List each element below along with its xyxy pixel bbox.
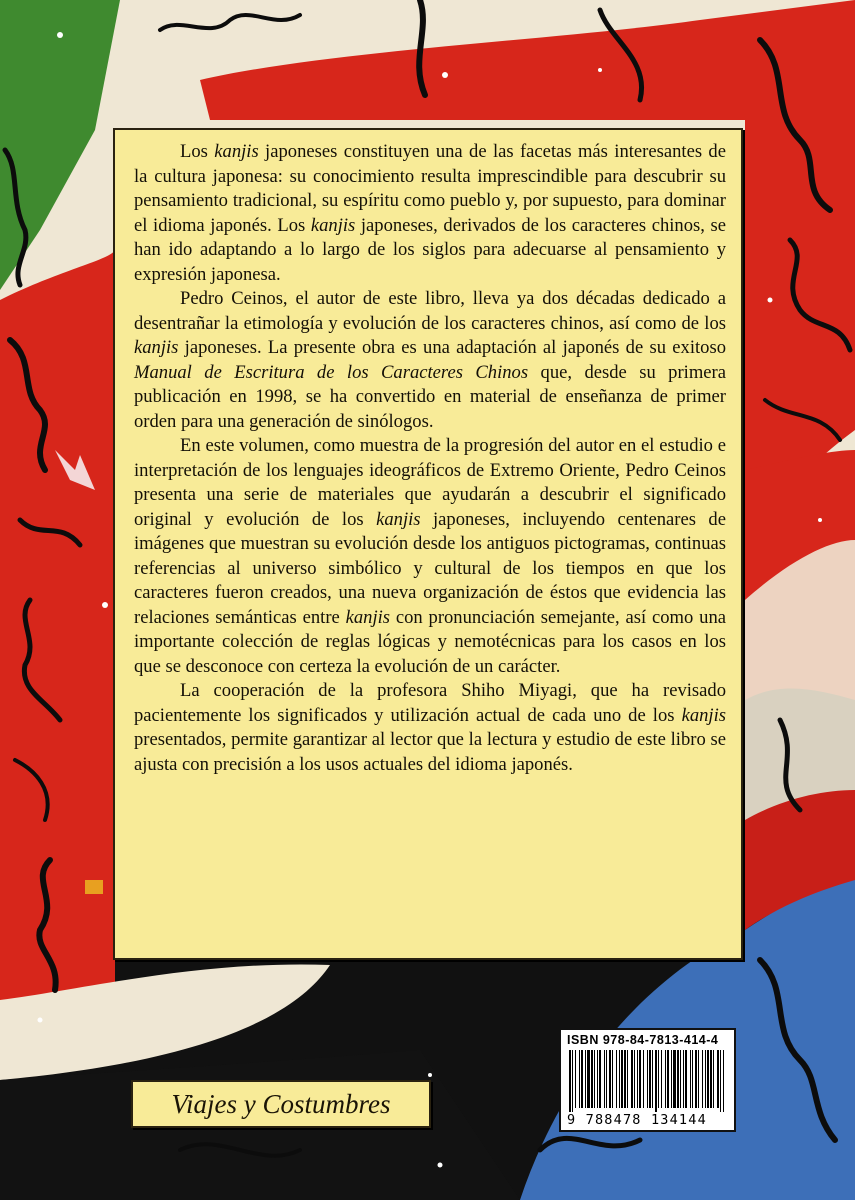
barcode-bar — [572, 1050, 573, 1112]
barcode-bar — [655, 1050, 657, 1112]
barcode-bar — [705, 1050, 706, 1108]
barcode-bar — [695, 1050, 697, 1108]
barcode-bar — [569, 1050, 571, 1112]
back-cover-blurb — [113, 128, 743, 960]
barcode-bar — [683, 1050, 684, 1108]
isbn-label: ISBN 978-84-7813-414-4 — [567, 1033, 719, 1047]
barcode-bar — [639, 1050, 641, 1108]
barcode-bar — [579, 1050, 580, 1108]
barcode-bar — [707, 1050, 709, 1108]
barcode-bar — [631, 1050, 633, 1108]
barcode-bar — [673, 1050, 676, 1108]
barcode-bar — [634, 1050, 635, 1108]
barcode-bar — [713, 1050, 714, 1108]
barcode-bar — [723, 1050, 724, 1112]
barcode-bar — [587, 1050, 590, 1108]
barcode-bar — [627, 1050, 628, 1108]
barcode-bar — [698, 1050, 699, 1108]
barcode-bar — [717, 1050, 719, 1108]
barcode-icon — [567, 1050, 728, 1112]
barcode-bar — [710, 1050, 712, 1108]
barcode-bar — [677, 1050, 679, 1108]
blurb-paragraph-1: Los kanjis japoneses constituyen una de las facetas más interesantes de la cultura japonesa: su conocimiento resulta imprescindible para descubrir su pensamiento tradicional, su espíritu como pueblo y, por supuesto, para dominar el idioma japonés. Los kanjis japoneses, derivados de los caracteres chinos, se han ido adaptando a lo largo de los siglos para adecuarse al pensamiento y expresión japonesa. — [134, 141, 726, 285]
isbn-digits: 9 788478 134144 — [567, 1112, 707, 1128]
barcode-bar — [594, 1050, 595, 1108]
barcode-bar — [702, 1050, 703, 1108]
barcode-bar — [658, 1050, 659, 1108]
barcode-bar — [671, 1050, 672, 1108]
barcode-bar — [599, 1050, 601, 1108]
barcode-bar — [591, 1050, 593, 1108]
series-name: Viajes y Costumbres — [171, 1088, 391, 1119]
barcode-bar — [585, 1050, 586, 1108]
isbn-barcode-box — [559, 1028, 736, 1132]
barcode-bar — [612, 1050, 613, 1108]
barcode-bar — [604, 1050, 605, 1108]
barcode-bar — [606, 1050, 607, 1108]
barcode-bar — [619, 1050, 620, 1108]
barcode-bar — [621, 1050, 623, 1108]
barcode-bar — [647, 1050, 648, 1108]
barcode-bar — [720, 1050, 721, 1112]
series-label — [131, 1080, 431, 1128]
barcode-bar — [649, 1050, 651, 1108]
barcode-bar — [690, 1050, 691, 1108]
barcode-bar — [685, 1050, 687, 1108]
barcode-bar — [637, 1050, 638, 1108]
barcode-bar — [692, 1050, 693, 1108]
barcode-bar — [609, 1050, 611, 1108]
barcode-bar — [667, 1050, 669, 1108]
barcode-bar — [680, 1050, 681, 1108]
blurb-paragraph-4: La cooperación de la profesora Shiho Miyagi, que ha revisado pacientemente los significados y utilización actual de cada uno de los kanjis presentados, permite garantizar al lector que la lectura y estudio de este libro se ajusta con precisión a los usos actuales del idioma japonés. — [134, 680, 726, 775]
barcode-bar — [643, 1050, 644, 1108]
barcode-bar — [624, 1050, 626, 1108]
barcode-bar — [652, 1050, 653, 1108]
barcode-bar — [665, 1050, 666, 1108]
blurb-paragraph-2: Pedro Ceinos, el autor de este libro, lleva ya dos décadas dedicado a desentrañar la etimología y evolución de los caracteres chinos, así como de los kanjis japoneses. La presente obra es una adaptación al japonés de su exitoso Manual de Escritura de los Caracteres Chinos que, desde su primera publicación en 1998, se ha convertido en material de enseñanza de primer orden para una generación de sinólogos. — [134, 288, 726, 432]
barcode-bar — [597, 1050, 598, 1108]
barcode-bar — [616, 1050, 617, 1108]
barcode-bar — [575, 1050, 576, 1108]
barcode-bar — [661, 1050, 662, 1108]
barcode-bar — [581, 1050, 583, 1108]
blurb-paragraph-3: En este volumen, como muestra de la progresión del autor en el estudio e interpretación de los lenguajes ideográficos de Extremo Oriente, Pedro Ceinos presenta una serie de materiales que ayudarán a descubrir el significado original y evolución de los kanjis japoneses, incluyendo centenares de imágenes que muestran su evolución desde los antiguos pictogramas, continuas referencias al universo simbólico y cultural de los tiempos en que los caracteres fueron creados, una nueva organización de éstos que evidencia las relaciones semánticas entre kanjis con pronunciación semejante, así como una importante colección de reglas lógicas y nemotécnicas para los casos en los que se desconoce con certeza la evolución de un carácter. — [134, 435, 726, 677]
